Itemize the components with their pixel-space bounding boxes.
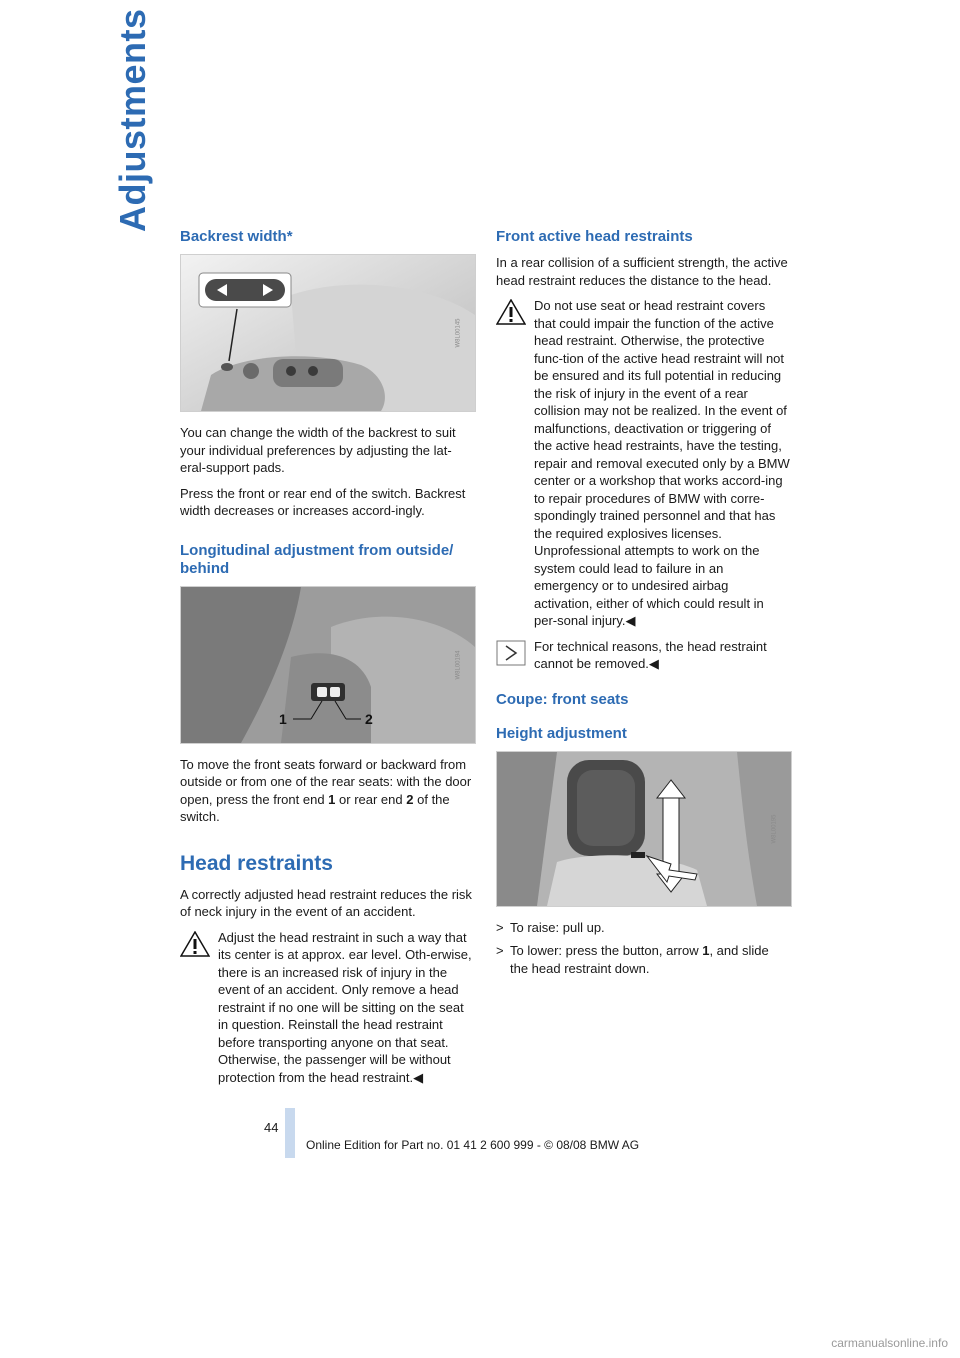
bullet-lower: To lower: press the button, arrow 1, and slide the head restraint down. xyxy=(510,943,769,976)
footer-accent-bar xyxy=(285,1108,295,1158)
section-side-title: Adjustments xyxy=(112,8,153,232)
longitudinal-paragraph: To move the front seats forward or backward from outside or from one of the rear seats: with the door open, press the front end 1 or rear end 2 of the switch. xyxy=(180,756,472,824)
backrest-paragraph-1: You can change the width of the backrest to suit your individual preferences by adjusting the lat-eral-support pads. xyxy=(180,425,456,475)
backrest-switch-illustration xyxy=(181,255,475,411)
longitudinal-switch-image xyxy=(180,586,476,744)
note-text: For technical reasons, the head restraint cannot be removed.◀ xyxy=(534,638,767,671)
page-number: 44 xyxy=(264,1120,279,1135)
head-restraints-paragraph: A correctly adjusted head restraint reduces the risk of neck injury in the event of an accident. xyxy=(180,886,472,919)
longitudinal-heading: Longitudinal adjustment from outside/ behind xyxy=(180,541,454,577)
head-restraint-image xyxy=(496,751,792,907)
head-restraints-heading: Head restraints xyxy=(180,851,333,875)
warning-text: Adjust the head restraint in such a way that its center is at approx. ear level. Oth-erwise, there is an increased risk of injury in the event of an accident. Only remove a head restraint if no one will be sitting on the seat in question. Reinstall the head restraint before transporting anyone on that seat. Otherwise, the passenger will be without protection from the head restraint.◀ xyxy=(218,929,472,1085)
note-arrow-icon xyxy=(496,640,526,666)
footer-edition-text: Online Edition for Part no. 01 41 2 600 999 - © 08/08 BMW AG xyxy=(306,1138,640,1152)
technical-note xyxy=(496,638,790,673)
figure-label-2: 2 xyxy=(365,710,373,727)
right-column xyxy=(496,228,790,983)
list-item: > To raise: pull up. xyxy=(496,919,605,935)
warning-triangle-icon xyxy=(496,299,526,325)
watermark: carmanualsonline.info xyxy=(831,1336,948,1350)
figure-label-1: 1 xyxy=(279,710,287,727)
longitudinal-switch-illustration xyxy=(181,587,475,743)
figure-code: W8L00145 xyxy=(455,318,462,348)
figure-code: W8L00194 xyxy=(455,649,462,680)
left-column xyxy=(180,228,474,1094)
backrest-paragraph-2: Press the front or rear end of the switch. Backrest width decreases or increases accord-ingly. xyxy=(180,485,466,518)
backrest-switch-image xyxy=(180,254,476,412)
warning-text: Do not use seat or head restraint covers that could impair the function of the active head restraint. Otherwise, the protective func-tion of the active head restraint will not be ensured and its full potential in reducing the risk of injury in the event of a rear collision may not be realized. In the event of malfunctions, deactivation or triggering of the active head restraints, have the testing, repair and removal executed only by a BMW center or a workshop that works accord-ing to repair procedures of BMW with corre-spondingly trained personnel and that has the required explosives licenses. Unprofessional attempts to work on the system could lead to failure in an emergency or to undesired airbag activation, either of which could result in per-sonal injury.◀ xyxy=(534,298,790,628)
front-active-heading: Front active head restraints xyxy=(496,228,693,245)
bullet-raise: To raise: pull up. xyxy=(510,919,605,935)
front-active-warning xyxy=(496,297,790,630)
figure-code: W8L00195 xyxy=(771,813,778,844)
head-restraint-warning xyxy=(180,929,474,1087)
head-restraint-illustration xyxy=(497,752,791,906)
backrest-width-heading: Backrest width* xyxy=(180,228,293,245)
front-active-paragraph: In a rear collision of a sufficient strength, the active head restraint reduces the distance to the head. xyxy=(496,255,788,288)
height-adjustment-heading: Height adjustment xyxy=(496,724,627,742)
coupe-heading: Coupe: front seats xyxy=(496,690,629,708)
list-item: > To lower: press the button, arrow 1, and slide the head restraint down. xyxy=(496,942,790,977)
warning-triangle-icon xyxy=(180,931,210,957)
